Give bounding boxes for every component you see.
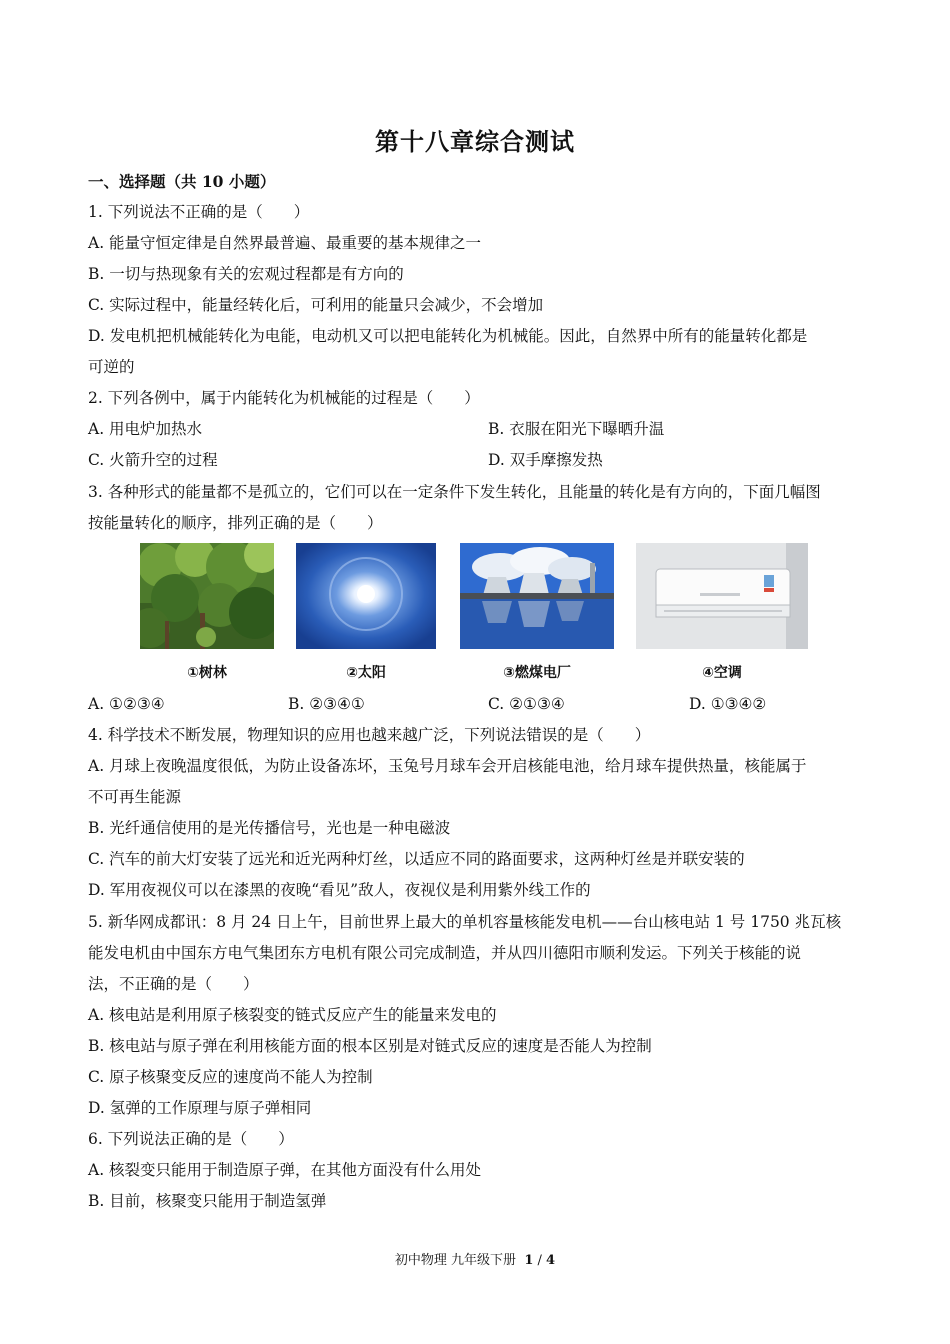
section-heading: 一、选择题（共 10 小题） (88, 172, 276, 191)
figure-power-plant (460, 543, 614, 682)
q1-stem: 1. 下列说法不正确的是（ ） (88, 203, 310, 221)
q2-stem: 2. 下列各例中，属于内能转化为机械能的过程是（ ） (88, 389, 480, 407)
sun-image (296, 543, 436, 649)
q4-option-a-cont: 不可再生能源 (88, 788, 182, 806)
q3-option-b: B. ②③④① (288, 695, 365, 713)
q3-stem-cont: 按能量转化的顺序，排列正确的是（ ） (88, 514, 383, 532)
q1-option-d: D. 发电机把机械能转化为电能，电动机又可以把电能转化为机械能。因此，自然界中所有的能量转化都是 (88, 327, 808, 345)
q6-option-b: B. 目前，核聚变只能用于制造氢弹 (88, 1192, 327, 1210)
q4-option-c: C. 汽车的前大灯安装了远光和近光两种灯丝，以适应不同的路面要求，这两种灯丝是并联安装的 (88, 850, 745, 868)
figure-forest (140, 543, 274, 682)
q2-option-a: A. 用电炉加热水 (88, 420, 203, 438)
figure-sun (296, 543, 436, 682)
q1-option-a: A. 能量守恒定律是自然界最普遍、最重要的基本规律之一 (88, 234, 482, 252)
q3-figure-row (136, 543, 816, 685)
q5-option-b: B. 核电站与原子弹在利用核能方面的根本区别是对链式反应的速度是否能人为控制 (88, 1037, 652, 1055)
q1-option-c: C. 实际过程中，能量经转化后，可利用的能量只会减少，不会增加 (88, 296, 544, 314)
caption-air-conditioner: ④空调 (702, 665, 742, 681)
forest-image (140, 543, 274, 649)
q5-option-c: C. 原子核聚变反应的速度尚不能人为控制 (88, 1068, 373, 1086)
q6-option-a: A. 核裂变只能用于制造原子弹，在其他方面没有什么用处 (88, 1161, 482, 1179)
q5-stem: 5. 新华网成都讯：8 月 24 日上午，目前世界上最大的单机容量核能发电机——台山核电站 1 号 1750 兆瓦核 (88, 913, 842, 931)
caption-forest: ①树林 (187, 665, 227, 681)
q4-option-d: D. 军用夜视仪可以在漆黑的夜晚“看见”敌人，夜视仪是利用紫外线工作的 (88, 881, 591, 899)
q3-option-a: A. ①②③④ (88, 695, 165, 713)
caption-sun: ②太阳 (346, 665, 386, 681)
q2-option-d: D. 双手摩擦发热 (488, 451, 603, 469)
footer-subject: 初中物理 九年级下册 (394, 1253, 517, 1268)
q5-stem-cont: 能发电机由中国东方电气集团东方电机有限公司完成制造，并从四川德阳市顺利发运。下列关于核能的说 (88, 944, 802, 962)
footer-separator: / (533, 1253, 547, 1268)
page-title: 第十八章综合测试 (375, 127, 575, 156)
q1-option-b: B. 一切与热现象有关的宏观过程都是有方向的 (88, 265, 404, 283)
footer-page-number: 1 (524, 1253, 534, 1268)
footer-page-total: 4 (546, 1253, 556, 1268)
q4-stem: 4. 科学技术不断发展，物理知识的应用也越来越广泛，下列说法错误的是（ ） (88, 726, 651, 744)
q3-stem: 3. 各种形式的能量都不是孤立的，它们可以在一定条件下发生转化，且能量的转化是有方向的，下面几幅图 (88, 483, 821, 501)
q3-option-c: C. ②①③④ (488, 695, 565, 713)
q6-stem: 6. 下列说法正确的是（ ） (88, 1130, 294, 1148)
q4-option-b: B. 光纤通信使用的是光传播信号，光也是一种电磁波 (88, 819, 451, 837)
figure-air-conditioner (636, 543, 808, 682)
power-plant-image (460, 543, 614, 649)
q5-option-a: A. 核电站是利用原子核裂变的链式反应产生的能量来发电的 (88, 1006, 497, 1024)
q1-option-d-cont: 可逆的 (88, 358, 135, 376)
caption-power-plant: ③燃煤电厂 (503, 665, 571, 681)
q5-option-d: D. 氢弹的工作原理与原子弹相同 (88, 1099, 312, 1117)
q2-option-c: C. 火箭升空的过程 (88, 451, 218, 469)
q3-option-d: D. ①③④② (689, 695, 767, 713)
q4-option-a: A. 月球上夜晚温度很低，为防止设备冻坏，玉兔号月球车会开启核能电池，给月球车提供热量，核能属于 (88, 757, 807, 775)
q2-option-b: B. 衣服在阳光下曝晒升温 (488, 420, 665, 438)
air-conditioner-image (636, 543, 808, 649)
q5-stem-cont2: 法，不正确的是（ ） (88, 975, 259, 993)
page-footer (0, 1249, 950, 1268)
